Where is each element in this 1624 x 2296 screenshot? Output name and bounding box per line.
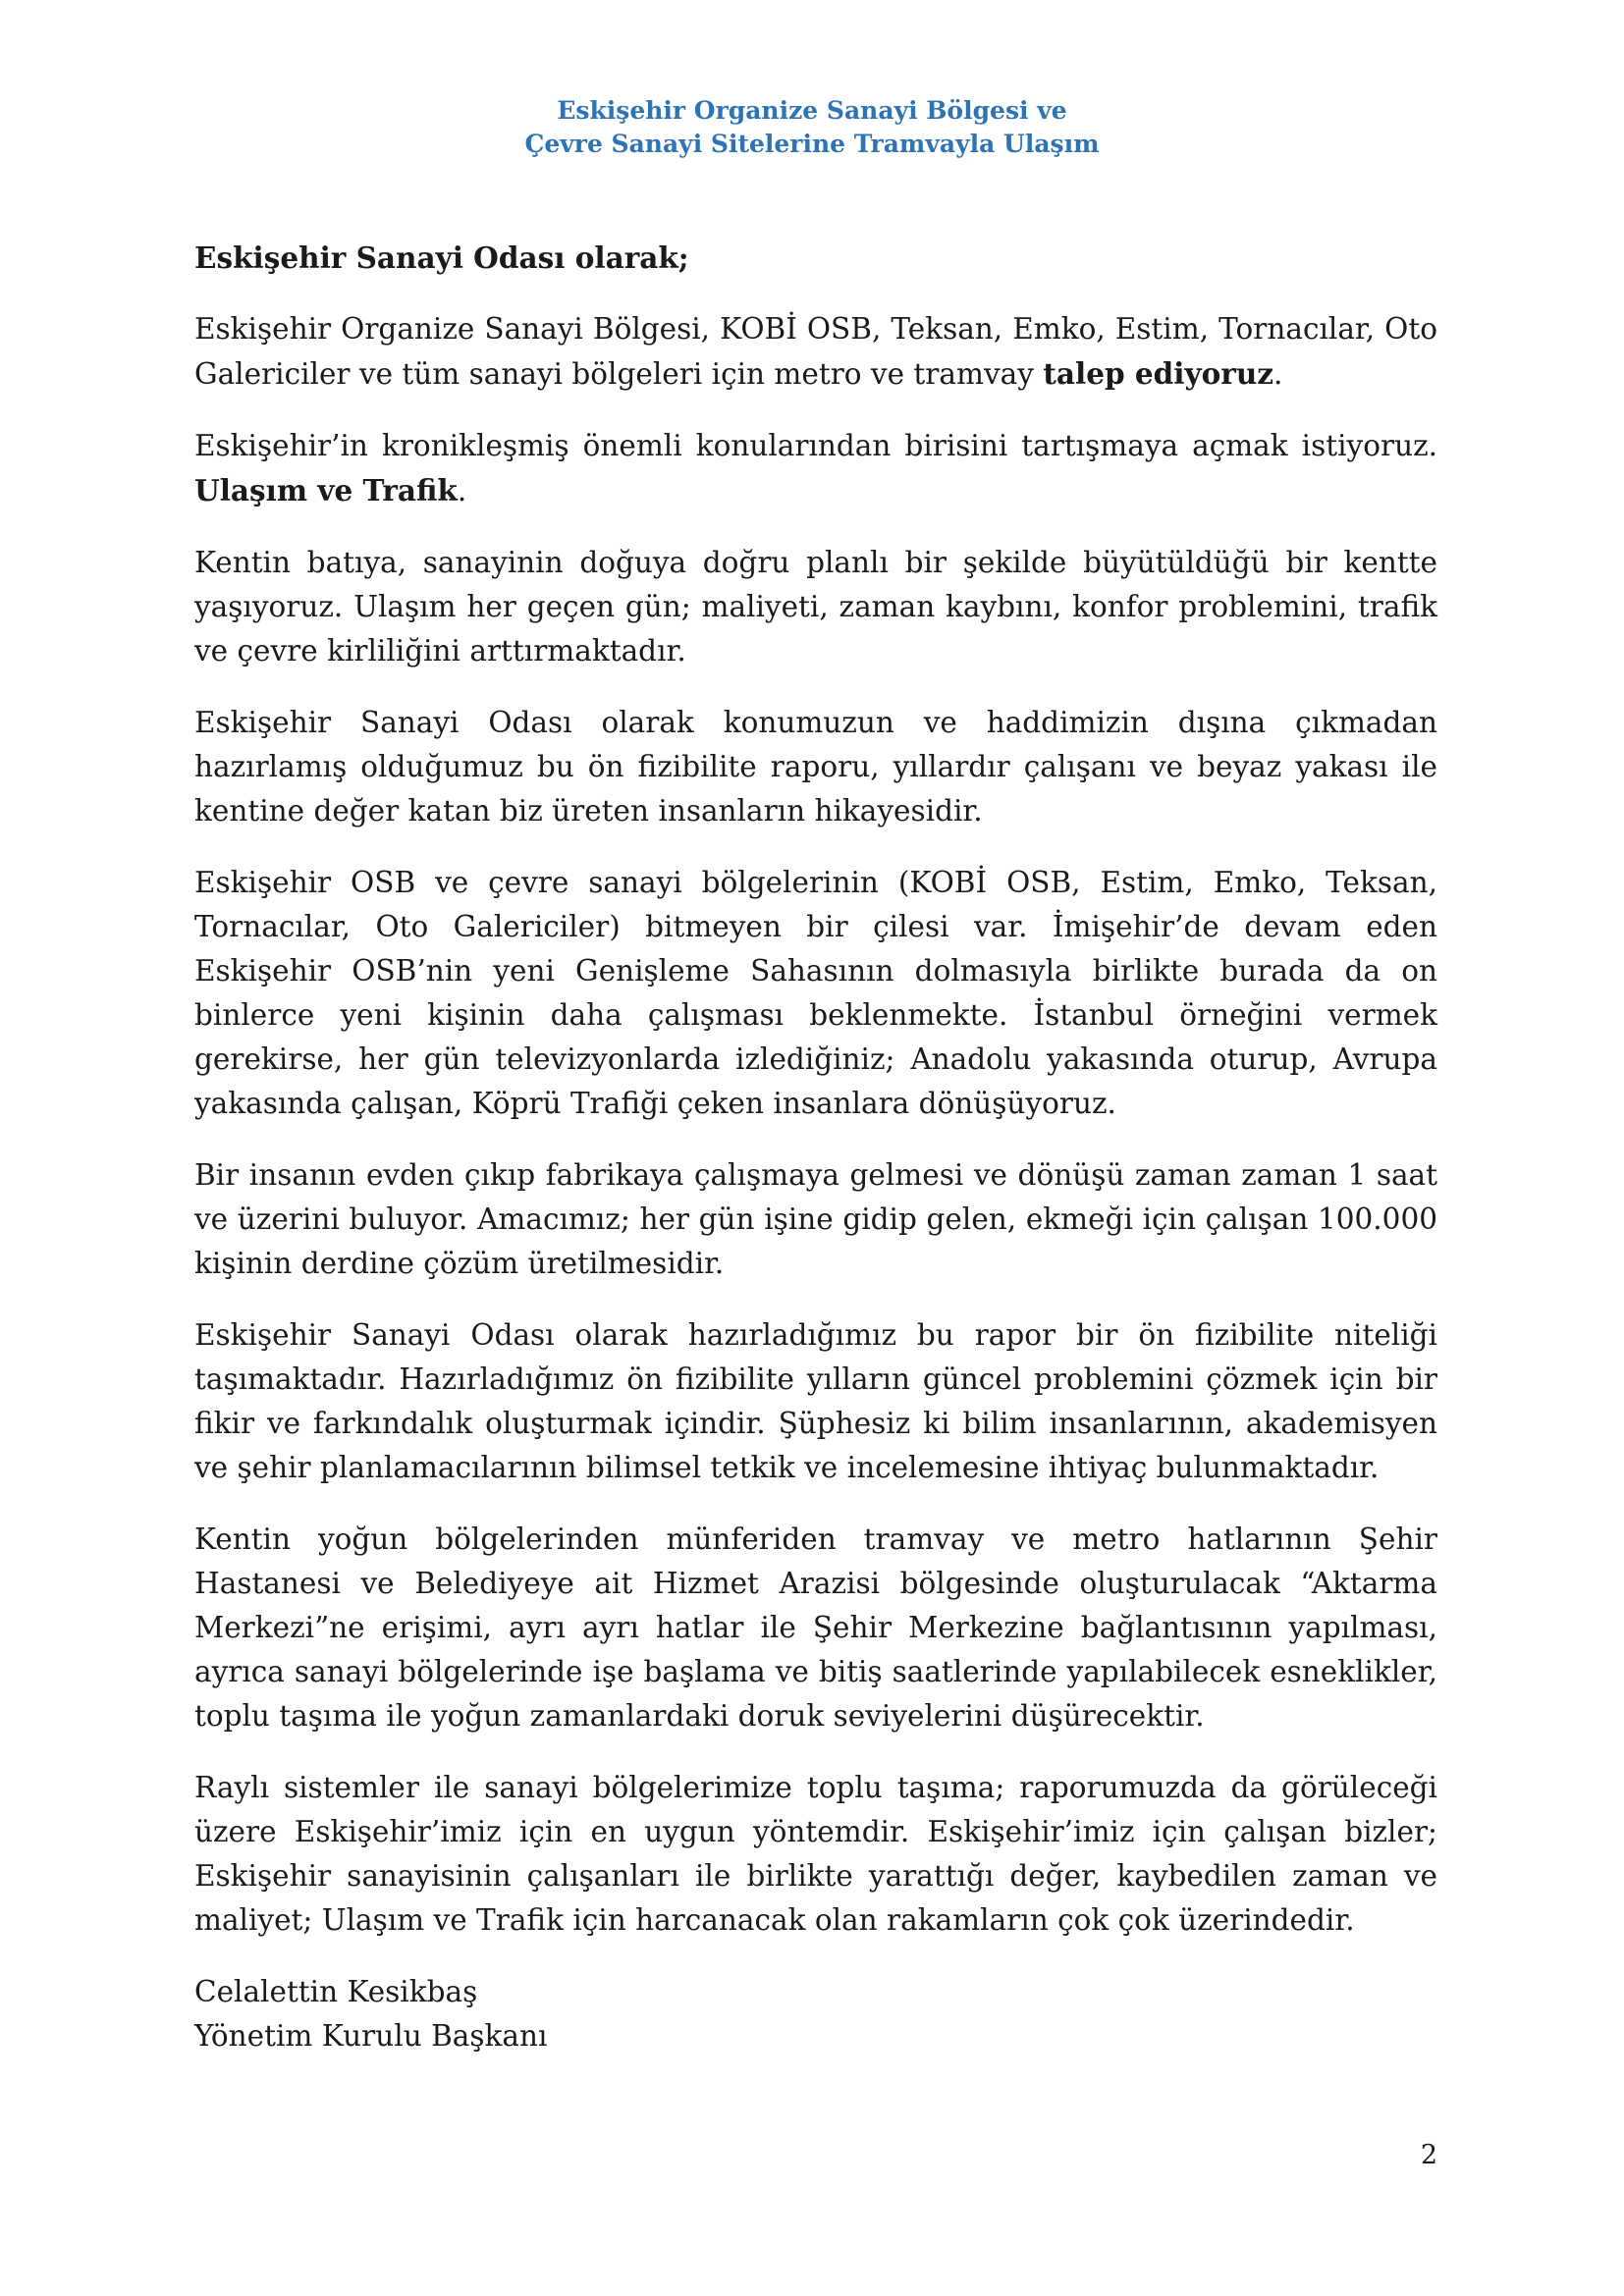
paragraph-2: [194, 424, 1437, 513]
page-number: 2: [1420, 2140, 1437, 2170]
paragraph-7: Eskişehir Sanayi Odası olarak hazırladığımız bu rapor bir ön fizibilite niteliği taşımaktadır. Hazırladığımız ön fizibilite yılların güncel problemini çözmek için bir fikir ve farkındalık oluşturmak içindir. Şüphesiz ki bilim insanlarının, akademisyen ve şehir planlamacılarının bilimsel tetkik ve incelemesine ihtiyaç bulunmaktadır.: [194, 1318, 1437, 1484]
paragraph-1-tail: .: [1273, 357, 1283, 391]
document-header: [0, 94, 1624, 161]
paragraph-6: Bir insanın evden çıkıp fabrikaya çalışmaya gelmesi ve dönüşü zaman zaman 1 saat ve üzerini buluyor. Amacımız; her gün işine gidip gelen, ekmeği için çalışan 100.000 kişinin derdine çözüm üretilmesidir.: [194, 1158, 1437, 1280]
paragraph-5: Eskişehir OSB ve çevre sanayi bölgelerinin (KOBİ OSB, Estim, Emko, Teksan, Tornacılar, Oto Galericiler) bitmeyen bir çilesi var. İmişehir’de devam eden Eskişehir OSB’nin yeni Genişleme Sahasının dolmasıyla birlikte burada da on binlerce yeni kişinin daha çalışması beklenmekte. İstanbul örneğini vermek gerekirse, her gün televizyonlarda izlediğiniz; Anadolu yakasında oturup, Avrupa yakasında çalışan, Köprü Trafiği çeken insanlara dönüşüyoruz.: [194, 866, 1437, 1120]
paragraph-8: Kentin yoğun bölgelerinden münferiden tramvay ve metro hatlarının Şehir Hastanesi ve Belediyeye ait Hizmet Arazisi bölgesinde oluşturulacak “Aktarma Merkezi”ne erişimi, ayrı ayrı hatlar ile Şehir Merkezine bağlantısının yapılması, ayrıca sanayi bölgelerinde işe başlama ve bitiş saatlerinde yapılabilecek esneklikler, toplu taşıma ile yoğun zamanlardaki doruk seviyelerini düşürecektir.: [194, 1522, 1437, 1733]
signature-block: [194, 1970, 1437, 2058]
paragraph-1-text: Eskişehir Organize Sanayi Bölgesi, KOBİ OSB, Teksan, Emko, Estim, Tornacılar, Oto Galericiler ve tüm sanayi bölgeleri için metro ve tramvay: [194, 312, 1437, 391]
paragraph-3: Kentin batıya, sanayinin doğuya doğru planlı bir şekilde büyütüldüğü bir kentte yaşıyoruz. Ulaşım her geçen gün; maliyeti, zaman kaybını, konfor problemini, trafik ve çevre kirliliğini arttırmaktadır.: [194, 546, 1437, 667]
signature-title: Yönetim Kurulu Başkanı: [194, 2019, 548, 2053]
paragraph-2-tail: .: [457, 474, 467, 507]
paragraph-4: Eskişehir Sanayi Odası olarak konumuzun ve haddimizin dışına çıkmadan hazırlamış olduğumuz bu ön fizibilite raporu, yıllardır çalışanı ve beyaz yakası ile kentine değer katan biz üreten insanların hikayesidir.: [194, 706, 1437, 828]
signature-name: Celalettin Kesikbaş: [194, 1975, 478, 2008]
paragraph-1-emphasis: talep ediyoruz: [1043, 356, 1274, 391]
paragraph-2-emphasis: Ulaşım ve Trafik: [194, 473, 458, 507]
intro-heading: Eskişehir Sanayi Odası olarak;: [194, 240, 689, 275]
document-body: [194, 236, 1437, 2058]
header-title-line-1: Eskişehir Organize Sanayi Bölgesi ve: [557, 96, 1067, 125]
paragraph-1: [194, 307, 1437, 397]
paragraph-2-text: Eskişehir’in kronikleşmiş önemli konularından birisini tartışmaya açmak istiyoruz.: [194, 429, 1437, 462]
paragraph-9: Raylı sistemler ile sanayi bölgelerimize toplu taşıma; raporumuzda da görüleceği üzere Eskişehir’imiz için en uygun yöntemdir. Eskişehir’imiz için çalışan bizler; Eskişehir sanayisinin çalışanları ile birlikte yarattığı değer, kaybedilen zaman ve maliyet; Ulaşım ve Trafik için harcanacak olan rakamların çok çok üzerindedir.: [194, 1771, 1437, 1937]
header-title-line-2: Çevre Sanayi Sitelerine Tramvayla Ulaşım: [524, 130, 1100, 158]
